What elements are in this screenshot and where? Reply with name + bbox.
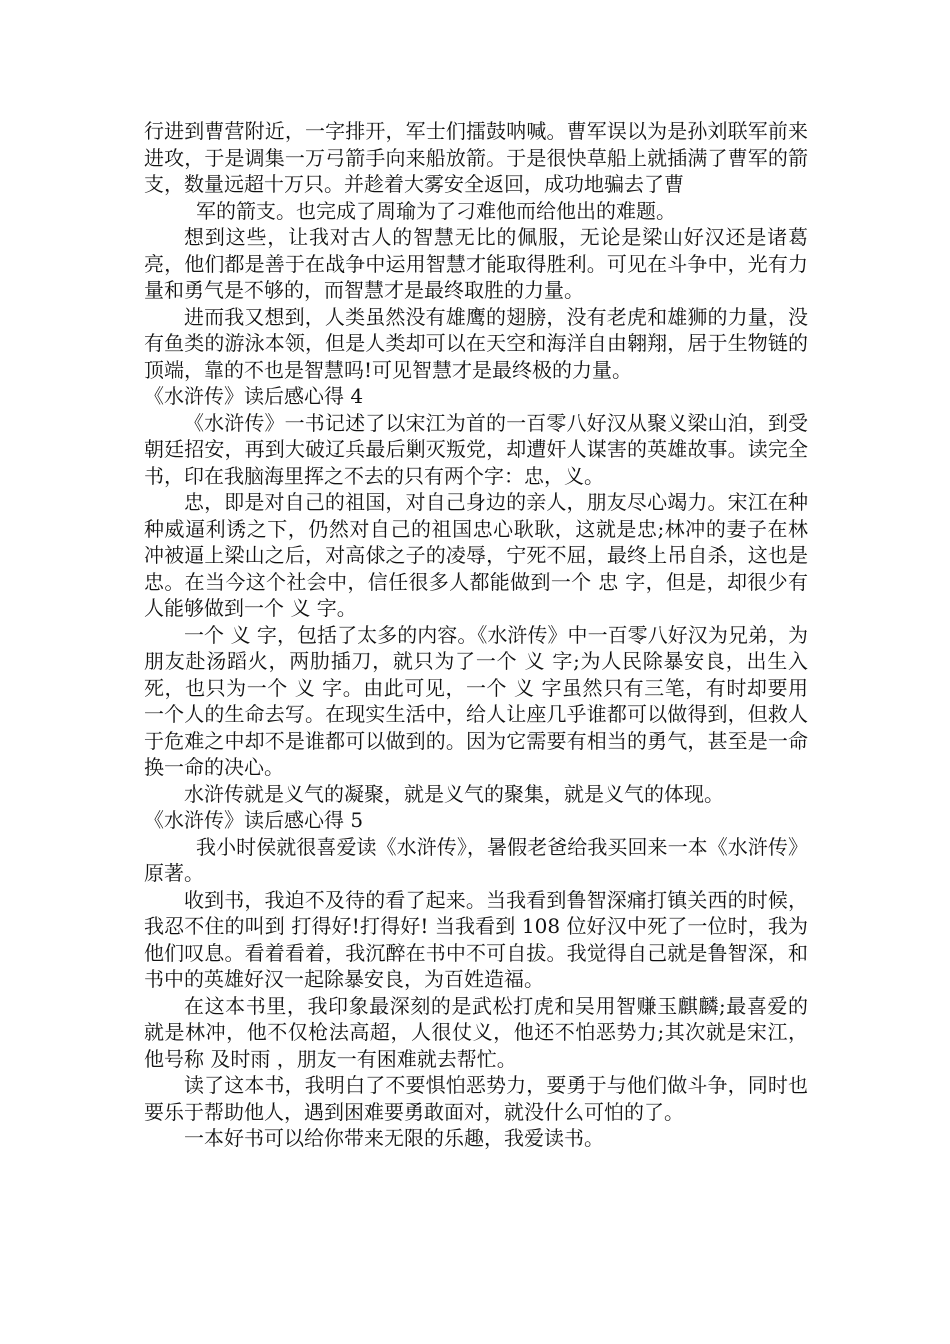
paragraph: 一本好书可以给你带来无限的乐趣，我爱读书。 — [184, 1126, 604, 1150]
paragraph: 水浒传就是义气的凝聚，就是义气的聚集，就是义气的体现。 — [184, 781, 724, 806]
section-heading: 《水浒传》读后感心得 5 — [144, 808, 364, 832]
paragraph: 《水浒传》一书记述了以宋江为首的一百零八好汉从聚义梁山泊，到受朝廷招安，再到大破辽兵最后剿灭叛党，却遭奸人谋害的英雄故事。读完全书，印在我脑海里挥之不去的只有两个字：忠，义。 — [144, 410, 808, 488]
paragraph: 收到书，我迫不及待的看了起来。当我看到鲁智深痛打镇关西的时候，我忍不住的叫到 打得好!打得好! 当我看到 108 位好汉中死了一位时，我为他们叹息。看着看着，我沉醉在书中不可自拔。我觉得自己就是鲁智深，和书中的英雄好汉一起除暴安良，为百姓造福。 — [144, 887, 808, 991]
document-body — [144, 118, 808, 1152]
paragraph: 忠，即是对自己的祖国，对自己身边的亲人，朋友尽心竭力。宋江在种种威逼利诱之下，仍然对自己的祖国忠心耿耿，这就是忠;林冲的妻子在林冲被逼上梁山之后，对高俅之子的凌辱，宁死不屈，最终上吊自杀，这也是忠。在当今这个社会中，信任很多人都能做到一个 忠 字，但是，却很少有人能够做到一个 义 字。 — [144, 490, 808, 620]
paragraph: 进而我又想到，人类虽然没有雄鹰的翅膀，没有老虎和雄狮的力量，没有鱼类的游泳本领，但是人类却可以在天空和海洋自由翱翔，居于生物链的顶端，靠的不也是智慧吗!可见智慧才是最终极的力量。 — [144, 304, 808, 382]
paragraph: 读了这本书，我明白了不要惧怕恶势力，要勇于与他们做斗争，同时也要乐于帮助他人，遇到困难要勇敢面对，就没什么可怕的了。 — [144, 1073, 808, 1124]
paragraph: 我小时侯就很喜爱读《水浒传》，暑假老爸给我买回来一本《水浒传》原著。 — [144, 834, 808, 885]
paragraph: 一个 义 字，包括了太多的内容。《水浒传》中一百零八好汉为兄弟，为朋友赴汤蹈火，两肋插刀，就只为了一个 义 字;为人民除暴安良，出生入死，也只为一个 义 字。由此可见，一个 义 字虽然只有三笔，有时却要用一个人的生命去写。在现实生活中，给人让座几乎谁都可以做得到，但救人于危难之中却不是谁都可以做到的。因为它需要有相当的勇气，甚至是一命换一命的决心。 — [144, 622, 808, 779]
section-heading: 《水浒传》读后感心得 4 — [144, 384, 364, 408]
paragraph: 在这本书里，我印象最深刻的是武松打虎和吴用智赚玉麒麟;最喜爱的就是林冲，他不仅枪法高超，人很仗义，他还不怕恶势力;其次就是宋江，他号称 及时雨 ，朋友一有困难就去帮忙。 — [144, 993, 808, 1071]
paragraph: 行进到曹营附近，一字排开，军士们擂鼓呐喊。曹军误以为是孙刘联军前来进攻，于是调集一万弓箭手向来船放箭。于是很快草船上就插满了曹军的箭支，数量远超十万只。并趁着大雾安全返回，成功地骗去了曹 — [144, 119, 808, 196]
paragraph: 想到这些，让我对古人的智慧无比的佩服，无论是梁山好汉还是诸葛亮，他们都是善于在战争中运用智慧才能取得胜利。可见在斗争中，光有力量和勇气是不够的，而智慧才是最终取胜的力量。 — [144, 225, 808, 302]
paragraph: 军的箭支。也完成了周瑜为了刁难他而给他出的难题。 — [196, 198, 676, 223]
